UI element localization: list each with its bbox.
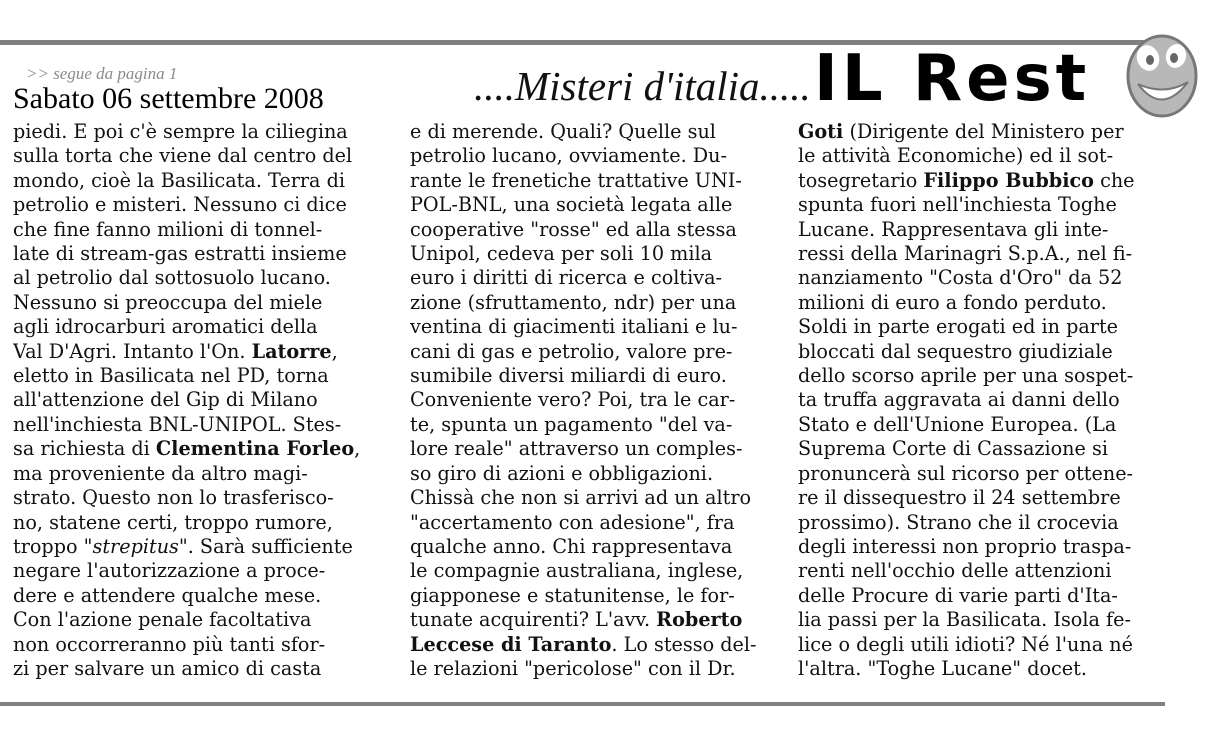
text-line bbox=[410, 144, 780, 168]
text-line bbox=[13, 633, 389, 657]
text-run: (Dirigente del Ministero per bbox=[843, 120, 1124, 143]
text-run: non occorreranno più tanti sfor- bbox=[13, 632, 326, 656]
text-line bbox=[410, 559, 780, 583]
text-run: degli interessi non proprio traspa- bbox=[798, 534, 1132, 558]
text-run: agli idrocarburi aromatici della bbox=[13, 315, 318, 339]
text-run: qualche anno. Chi rappresentava bbox=[410, 534, 733, 558]
text-line bbox=[13, 584, 389, 608]
text-line bbox=[410, 535, 780, 559]
text-line bbox=[13, 144, 389, 168]
text-line bbox=[410, 291, 780, 315]
text-line bbox=[798, 218, 1168, 242]
text-run: no, statene certi, troppo rumore, bbox=[13, 510, 333, 534]
text-line bbox=[13, 193, 389, 217]
text-run: late di stream-gas estratti insieme bbox=[13, 242, 347, 266]
text-line bbox=[798, 291, 1168, 315]
text-run: Soldi in parte erogati ed in parte bbox=[798, 315, 1119, 339]
text-line bbox=[798, 388, 1168, 412]
bold-name: Roberto bbox=[656, 608, 743, 632]
text-line bbox=[798, 120, 1168, 144]
text-run: euro i diritti di ricerca e coltiva- bbox=[410, 266, 723, 290]
text-line bbox=[13, 120, 389, 144]
text-line bbox=[798, 535, 1168, 559]
article-column-1 bbox=[13, 120, 389, 681]
text-line bbox=[410, 169, 780, 193]
text-run: Unipol, cedeva per soli 10 mila bbox=[410, 242, 713, 266]
text-line bbox=[13, 608, 389, 632]
issue-date: Sabato 06 settembre 2008 bbox=[13, 82, 324, 115]
text-run: dello scorso aprile per una sospet- bbox=[798, 364, 1134, 388]
text-run: Con l'azione penale facoltativa bbox=[13, 608, 312, 632]
continued-from-page: >> segue da pagina 1 bbox=[26, 64, 178, 83]
text-line bbox=[798, 633, 1168, 657]
text-run: le attività Economiche) ed il sot- bbox=[798, 144, 1114, 168]
text-line bbox=[410, 608, 780, 632]
text-run: , bbox=[331, 339, 338, 363]
text-run: ventina di giacimenti italiani e lu- bbox=[410, 315, 738, 339]
text-run: milioni di euro a fondo perduto. bbox=[798, 290, 1107, 314]
text-line bbox=[13, 535, 389, 559]
text-run: all'attenzione del Gip di Milano bbox=[13, 388, 318, 412]
text-line bbox=[798, 584, 1168, 608]
text-run: Nessuno si preoccupa del miele bbox=[13, 290, 323, 314]
text-run: Chissà che non si arrivi ad un altro bbox=[410, 486, 752, 510]
text-run: le relazioni "pericolose" con il Dr. bbox=[410, 656, 736, 680]
text-line bbox=[13, 242, 389, 266]
text-line bbox=[410, 437, 780, 461]
text-line bbox=[410, 242, 780, 266]
text-line bbox=[13, 657, 389, 681]
text-run: negare l'autorizzazione a proce- bbox=[13, 559, 326, 583]
text-line bbox=[798, 364, 1168, 388]
text-line bbox=[798, 340, 1168, 364]
text-run: tosegretario bbox=[798, 168, 924, 192]
text-line bbox=[13, 462, 389, 486]
text-line bbox=[13, 266, 389, 290]
text-line bbox=[13, 486, 389, 510]
text-line bbox=[13, 559, 389, 583]
text-run: nell'inchiesta BNL-UNIPOL. Stes- bbox=[13, 412, 342, 436]
text-line bbox=[13, 291, 389, 315]
masthead-title: IL Rest bbox=[814, 42, 1091, 116]
text-line bbox=[13, 218, 389, 242]
text-line bbox=[410, 462, 780, 486]
text-run: ". Sarà sufficiente bbox=[178, 534, 353, 558]
text-run: , bbox=[354, 437, 361, 461]
text-line bbox=[798, 242, 1168, 266]
text-run: prossimo). Strano che il crocevia bbox=[798, 510, 1119, 534]
text-line bbox=[13, 511, 389, 535]
text-run: sa richiesta di bbox=[13, 437, 156, 461]
text-line bbox=[410, 266, 780, 290]
text-run: mondo, cioè la Basilicata. Terra di bbox=[13, 168, 345, 192]
text-run: cani di gas e petrolio, valore pre- bbox=[410, 339, 733, 363]
text-run: l'altra. "Toghe Lucane" docet. bbox=[798, 656, 1087, 680]
text-line bbox=[13, 364, 389, 388]
text-line bbox=[798, 437, 1168, 461]
text-line bbox=[410, 315, 780, 339]
text-line bbox=[410, 657, 780, 681]
bold-name: Clementina Forleo bbox=[155, 437, 355, 461]
text-line bbox=[798, 608, 1168, 632]
smiley-face-logo-icon bbox=[1124, 24, 1200, 120]
text-run: al petrolio dal sottosuolo lucano. bbox=[13, 266, 331, 290]
text-run: ma proveniente da altro magi- bbox=[13, 461, 308, 485]
text-run: Suprema Corte di Cassazione si bbox=[798, 437, 1108, 461]
text-line bbox=[410, 584, 780, 608]
bottom-rule bbox=[0, 702, 1165, 706]
text-line bbox=[798, 266, 1168, 290]
text-line bbox=[798, 193, 1168, 217]
text-line bbox=[410, 511, 780, 535]
text-run: "accertamento con adesione", fra bbox=[410, 510, 735, 534]
text-run: renti nell'occhio delle attenzioni bbox=[798, 559, 1112, 583]
text-run: Stato e dell'Unione Europea. (La bbox=[798, 412, 1117, 436]
text-line bbox=[410, 486, 780, 510]
text-line bbox=[13, 315, 389, 339]
text-line bbox=[798, 315, 1168, 339]
text-line bbox=[410, 193, 780, 217]
text-line bbox=[410, 340, 780, 364]
text-run: rante le frenetiche trattative UNI- bbox=[410, 168, 742, 192]
text-run: che fine fanno milioni di tonnel- bbox=[13, 217, 323, 241]
text-line bbox=[410, 633, 780, 657]
text-run: troppo " bbox=[13, 534, 93, 558]
text-line bbox=[13, 413, 389, 437]
text-line bbox=[410, 413, 780, 437]
text-line bbox=[798, 657, 1168, 681]
text-run: . Lo stesso del- bbox=[611, 632, 757, 656]
text-run: lia passi per la Basilicata. Isola fe- bbox=[798, 608, 1131, 632]
text-run: pronuncerà sul ricorso per ottene- bbox=[798, 461, 1134, 485]
text-run: le compagnie australiana, inglese, bbox=[410, 559, 744, 583]
text-line bbox=[410, 388, 780, 412]
text-run: strato. Questo non lo trasferisco- bbox=[13, 486, 334, 510]
text-run: cooperative "rosse" ed alla stessa bbox=[410, 217, 737, 241]
text-line bbox=[798, 486, 1168, 510]
text-line bbox=[798, 559, 1168, 583]
text-run: e di merende. Quali? Quelle sul bbox=[410, 120, 716, 143]
text-line bbox=[410, 364, 780, 388]
text-run: delle Procure di varie parti d'Ita- bbox=[798, 583, 1118, 607]
text-run: giapponese e statunitense, le for- bbox=[410, 583, 735, 607]
text-run: ta truffa aggravata ai danni dello bbox=[798, 388, 1120, 412]
article-column-2 bbox=[410, 120, 780, 681]
text-run: che bbox=[1093, 168, 1135, 192]
text-line bbox=[410, 120, 780, 144]
text-run: tunate acquirenti? L'avv. bbox=[410, 608, 657, 632]
text-run: Lucane. Rappresentava gli inte- bbox=[798, 217, 1109, 241]
text-run: sulla torta che viene dal centro del bbox=[13, 144, 353, 168]
text-line bbox=[410, 218, 780, 242]
text-line bbox=[13, 340, 389, 364]
bold-name: Latorre bbox=[251, 339, 332, 363]
bold-name: Leccese di Taranto bbox=[410, 632, 612, 656]
text-line bbox=[798, 144, 1168, 168]
text-run: lice o degli utili idioti? Né l'una né bbox=[798, 632, 1133, 656]
text-run: bloccati dal sequestro giudiziale bbox=[798, 339, 1113, 363]
bold-name: Filippo Bubbico bbox=[923, 168, 1094, 192]
article-column-3 bbox=[798, 120, 1168, 681]
text-run: lore reale" attraverso un comples- bbox=[410, 437, 743, 461]
text-line bbox=[798, 169, 1168, 193]
section-kicker: ....Misteri d'italia..... bbox=[474, 63, 811, 109]
text-line bbox=[13, 437, 389, 461]
bold-name: Goti bbox=[798, 120, 844, 143]
text-run: piedi. E poi c'è sempre la ciliegina bbox=[13, 120, 348, 143]
text-run: spunta fuori nell'inchiesta Toghe bbox=[798, 193, 1117, 217]
text-run: POL-BNL, una società legata alle bbox=[410, 193, 733, 217]
text-line bbox=[13, 169, 389, 193]
text-run: zione (sfruttamento, ndr) per una bbox=[410, 290, 737, 314]
text-run: re il dissequestro il 24 settembre bbox=[798, 486, 1121, 510]
text-run: Conveniente vero? Poi, tra le car- bbox=[410, 388, 736, 412]
text-run: dere e attendere qualche mese. bbox=[13, 583, 322, 607]
text-run: Val D'Agri. Intanto l'On. bbox=[13, 339, 252, 363]
text-line bbox=[798, 462, 1168, 486]
text-run: petrolio lucano, ovviamente. Du- bbox=[410, 144, 727, 168]
text-run: so giro di azioni e obbligazioni. bbox=[410, 461, 714, 485]
text-run: eletto in Basilicata nel PD, torna bbox=[13, 364, 329, 388]
text-run: petrolio e misteri. Nessuno ci dice bbox=[13, 193, 347, 217]
italic-term: strepitus bbox=[92, 534, 179, 558]
text-line bbox=[13, 388, 389, 412]
text-run: sumibile diversi miliardi di euro. bbox=[410, 364, 727, 388]
text-line bbox=[798, 511, 1168, 535]
text-run: ressi della Marinagri S.p.A., nel fi- bbox=[798, 242, 1133, 266]
text-line bbox=[798, 413, 1168, 437]
text-run: te, spunta un pagamento "del va- bbox=[410, 412, 733, 436]
text-run: nanziamento "Costa d'Oro" da 52 bbox=[798, 266, 1123, 290]
text-run: zi per salvare un amico di casta bbox=[13, 656, 322, 680]
